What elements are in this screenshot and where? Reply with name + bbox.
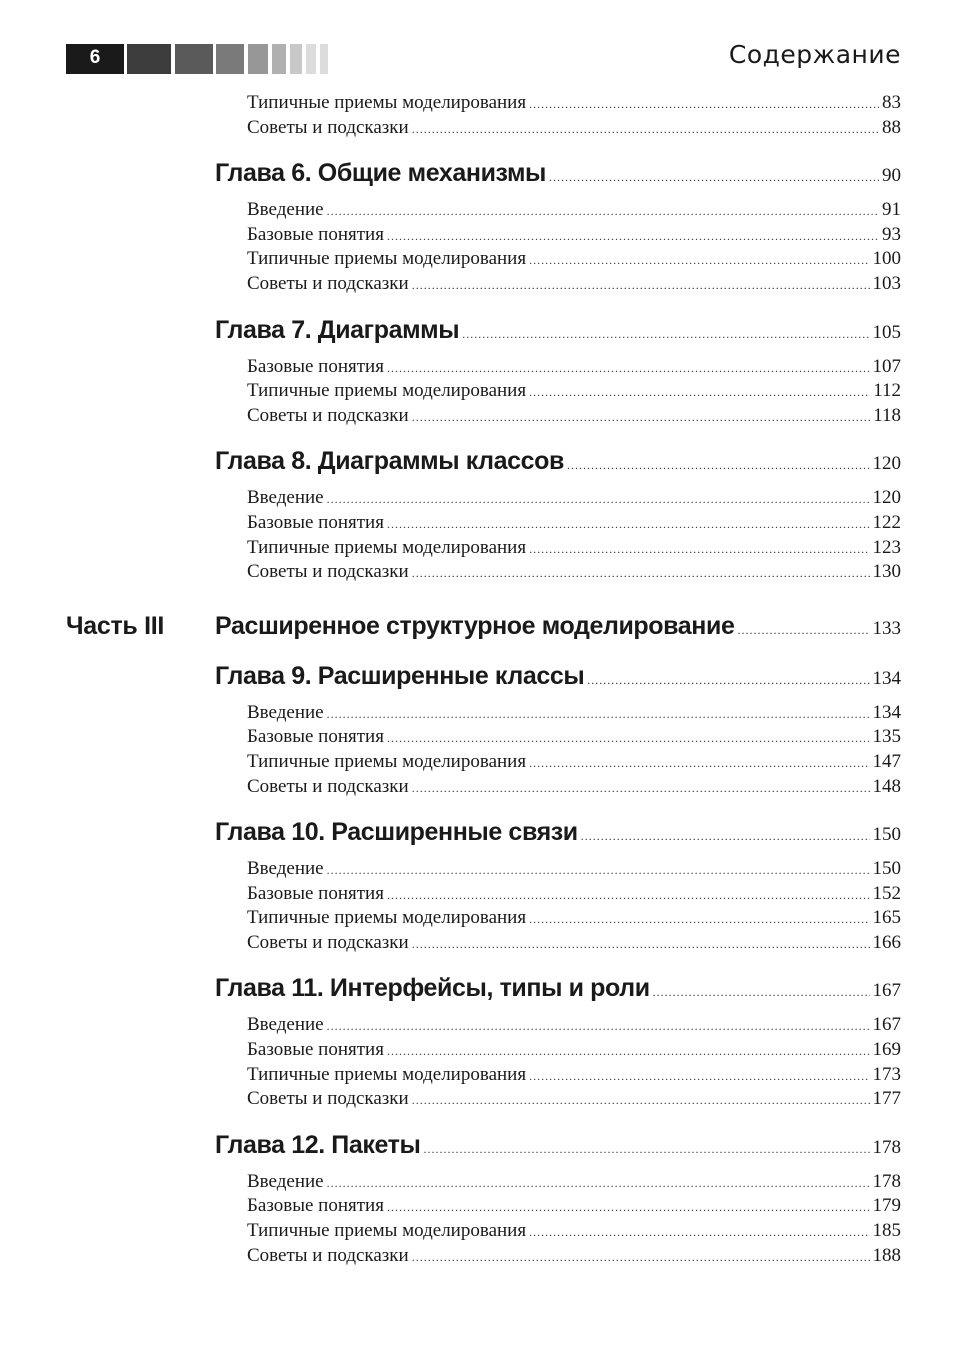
toc-entry[interactable]	[247, 1194, 901, 1219]
chapter-page: 167	[872, 980, 901, 1002]
toc-entry-title: Типичные приемы моделирования	[247, 907, 527, 929]
chapter-11-heading[interactable]	[215, 971, 901, 1005]
chapter-9-heading[interactable]	[215, 659, 901, 693]
chapter-page: 150	[872, 824, 901, 846]
leader-dots	[387, 512, 870, 537]
toc-entry[interactable]	[247, 882, 901, 907]
leader-dots	[462, 317, 869, 351]
toc-entry-title: Типичные приемы моделирования	[247, 536, 527, 558]
toc-entry[interactable]	[247, 1063, 901, 1088]
part-title: Расширенное структурное моделирование	[215, 611, 735, 640]
part-page: 133	[872, 617, 901, 639]
toc-entry[interactable]	[247, 1013, 901, 1038]
toc-entry-title: Базовые понятия	[247, 882, 384, 904]
toc-entry[interactable]	[247, 116, 901, 141]
toc-entry-title: Советы и подсказки	[247, 404, 409, 426]
chapter-page: 90	[882, 165, 901, 187]
leader-dots	[529, 907, 869, 932]
toc-entry-title: Введение	[247, 487, 324, 509]
header-bar-segment	[248, 44, 268, 74]
leader-dots	[549, 160, 879, 194]
chapter-title: Глава 8. Диаграммы классов	[215, 447, 564, 476]
toc-entry-page: 93	[882, 223, 901, 245]
toc-entry-title: Советы и подсказки	[247, 561, 409, 583]
toc-entry[interactable]	[247, 1038, 901, 1063]
toc-entry-title: Типичные приемы моделирования	[247, 380, 527, 402]
chapter-10-heading[interactable]	[215, 815, 901, 849]
chapter-title: Глава 9. Расширенные классы	[215, 661, 585, 690]
toc-entry[interactable]	[247, 857, 901, 882]
leader-dots	[587, 663, 869, 697]
page-header	[0, 0, 957, 90]
leader-dots	[412, 1088, 870, 1113]
leader-dots	[581, 819, 870, 853]
leader-dots	[653, 975, 870, 1009]
toc-entry[interactable]	[247, 247, 901, 272]
toc-entry[interactable]	[247, 536, 901, 561]
toc-entry-page: 148	[872, 775, 901, 797]
toc-entry-title: Введение	[247, 199, 324, 221]
chapter-page: 105	[872, 321, 901, 343]
leader-dots	[327, 702, 870, 727]
toc-entry[interactable]	[247, 355, 901, 380]
header-bar-segment	[272, 44, 286, 74]
leader-dots	[387, 224, 879, 249]
toc-entry-title: Советы и подсказки	[247, 272, 409, 294]
leader-dots	[412, 405, 870, 430]
toc-entry[interactable]	[247, 750, 901, 775]
toc-entry-page: 185	[872, 1220, 901, 1242]
toc-entry-page: 100	[872, 248, 901, 270]
chapter-title: Глава 11. Интерфейсы, типы и роли	[215, 974, 650, 1003]
toc-entry-title: Типичные приемы моделирования	[247, 92, 527, 113]
toc-entry[interactable]	[247, 404, 901, 429]
toc-entry-page: 91	[882, 199, 901, 221]
toc-entry-page: 179	[872, 1195, 901, 1217]
leader-dots	[412, 776, 870, 801]
leader-dots	[412, 561, 870, 586]
leader-dots	[529, 380, 870, 405]
toc-entry-page: 112	[873, 380, 901, 402]
part-3-heading[interactable]	[66, 609, 901, 643]
chapter-7-heading[interactable]	[215, 313, 901, 347]
leader-dots	[567, 448, 870, 482]
toc-entry-page: 177	[872, 1088, 901, 1110]
chapter-title: Глава 7. Диаграммы	[215, 315, 460, 344]
toc-entry-page: 173	[872, 1063, 901, 1085]
toc-entry-title: Введение	[247, 858, 324, 880]
leader-dots	[412, 273, 870, 298]
toc-entry-page: 122	[872, 511, 901, 533]
toc-entry-title: Типичные приемы моделирования	[247, 248, 527, 270]
leader-dots	[423, 1132, 869, 1166]
toc-entry-title: Типичные приемы моделирования	[247, 1063, 527, 1085]
toc-entry[interactable]	[247, 511, 901, 536]
leader-dots	[529, 248, 869, 273]
toc-entry[interactable]	[247, 1087, 901, 1112]
toc-entry-title: Советы и подсказки	[247, 1088, 409, 1110]
toc-entry-title: Базовые понятия	[247, 511, 384, 533]
leader-dots	[529, 751, 869, 776]
toc-entry-title: Советы и подсказки	[247, 931, 409, 953]
table-of-contents	[0, 91, 957, 1268]
toc-entry-title: Советы и подсказки	[247, 116, 409, 138]
toc-entry-page: 123	[872, 536, 901, 558]
toc-entry-title: Введение	[247, 1170, 324, 1192]
leader-dots	[327, 1014, 870, 1039]
toc-entry[interactable]	[247, 198, 901, 223]
toc-entry-page: 118	[873, 404, 901, 426]
leader-dots	[737, 613, 869, 647]
toc-entry-page: 165	[872, 907, 901, 929]
toc-entry-title: Типичные приемы моделирования	[247, 1220, 527, 1242]
leader-dots	[327, 199, 879, 224]
toc-entry-title: Базовые понятия	[247, 1195, 384, 1217]
toc-entry-page: 169	[872, 1039, 901, 1061]
toc-entry-page: 130	[872, 561, 901, 583]
toc-entry[interactable]	[247, 486, 901, 511]
toc-entry-page: 166	[872, 931, 901, 953]
toc-entry[interactable]	[247, 906, 901, 931]
header-bar-segment	[175, 44, 213, 74]
leader-dots	[529, 537, 869, 562]
toc-entry[interactable]	[247, 701, 901, 726]
toc-entry-page: 188	[872, 1244, 901, 1266]
toc-entry-title: Советы и подсказки	[247, 775, 409, 797]
toc-entry-page: 178	[872, 1170, 901, 1192]
running-title: Содержание	[728, 40, 901, 69]
chapter-title: Глава 6. Общие механизмы	[215, 159, 546, 188]
toc-entry-page: 150	[872, 858, 901, 880]
leader-dots	[529, 92, 879, 117]
toc-entry-page: 152	[872, 882, 901, 904]
header-bar-segment	[306, 44, 316, 74]
toc-entry-title: Введение	[247, 1014, 324, 1036]
chapter-title: Глава 10. Расширенные связи	[215, 818, 578, 847]
toc-entry[interactable]	[247, 379, 901, 404]
leader-dots	[412, 117, 879, 142]
chapter-8-heading[interactable]	[215, 444, 901, 478]
header-bar-segment	[127, 44, 171, 74]
header-bar-segment	[216, 44, 244, 74]
page-number: 6	[66, 44, 124, 74]
part-label: Часть III	[66, 611, 165, 640]
leader-dots	[387, 883, 870, 908]
toc-entry-title: Введение	[247, 701, 324, 723]
chapter-12-heading[interactable]	[215, 1128, 901, 1162]
chapter-page: 120	[872, 453, 901, 475]
toc-entry-title: Базовые понятия	[247, 1039, 384, 1061]
header-bar-segment	[290, 44, 302, 74]
header-bar-segment	[320, 44, 328, 74]
toc-entry-page: 120	[872, 487, 901, 509]
leader-dots	[412, 1245, 870, 1270]
toc-entry-page: 167	[872, 1014, 901, 1036]
toc-entry-page: 83	[882, 92, 901, 113]
toc-entry[interactable]	[247, 931, 901, 956]
chapter-page: 178	[872, 1136, 901, 1158]
leader-dots	[327, 1171, 870, 1196]
toc-entry[interactable]	[247, 725, 901, 750]
toc-entry[interactable]	[247, 775, 901, 800]
leader-dots	[387, 1039, 870, 1064]
leader-dots	[387, 1195, 870, 1220]
leader-dots	[387, 726, 870, 751]
chapter-title: Глава 12. Пакеты	[215, 1130, 421, 1159]
toc-entry-page: 134	[872, 701, 901, 723]
leader-dots	[529, 1064, 869, 1089]
toc-entry[interactable]	[247, 1170, 901, 1195]
toc-entry-title: Типичные приемы моделирования	[247, 750, 527, 772]
leader-dots	[529, 1220, 869, 1245]
toc-entry-page: 107	[872, 355, 901, 377]
toc-entry-page: 135	[872, 726, 901, 748]
toc-entry-page: 147	[872, 750, 901, 772]
leader-dots	[327, 858, 870, 883]
toc-entry[interactable]	[247, 272, 901, 297]
toc-entry[interactable]	[247, 1244, 901, 1269]
toc-entry[interactable]	[247, 91, 901, 116]
chapter-6-heading[interactable]	[215, 156, 901, 190]
leader-dots	[327, 487, 870, 512]
toc-entry-page: 88	[882, 116, 901, 138]
toc-entry-title: Базовые понятия	[247, 355, 384, 377]
toc-entry-title: Советы и подсказки	[247, 1244, 409, 1266]
chapter-page: 134	[872, 667, 901, 689]
toc-entry-title: Базовые понятия	[247, 223, 384, 245]
toc-entry-title: Базовые понятия	[247, 726, 384, 748]
leader-dots	[387, 356, 870, 381]
leader-dots	[412, 932, 870, 957]
toc-entry[interactable]	[247, 560, 901, 585]
toc-entry-page: 103	[872, 272, 901, 294]
toc-entry[interactable]	[247, 223, 901, 248]
toc-entry[interactable]	[247, 1219, 901, 1244]
